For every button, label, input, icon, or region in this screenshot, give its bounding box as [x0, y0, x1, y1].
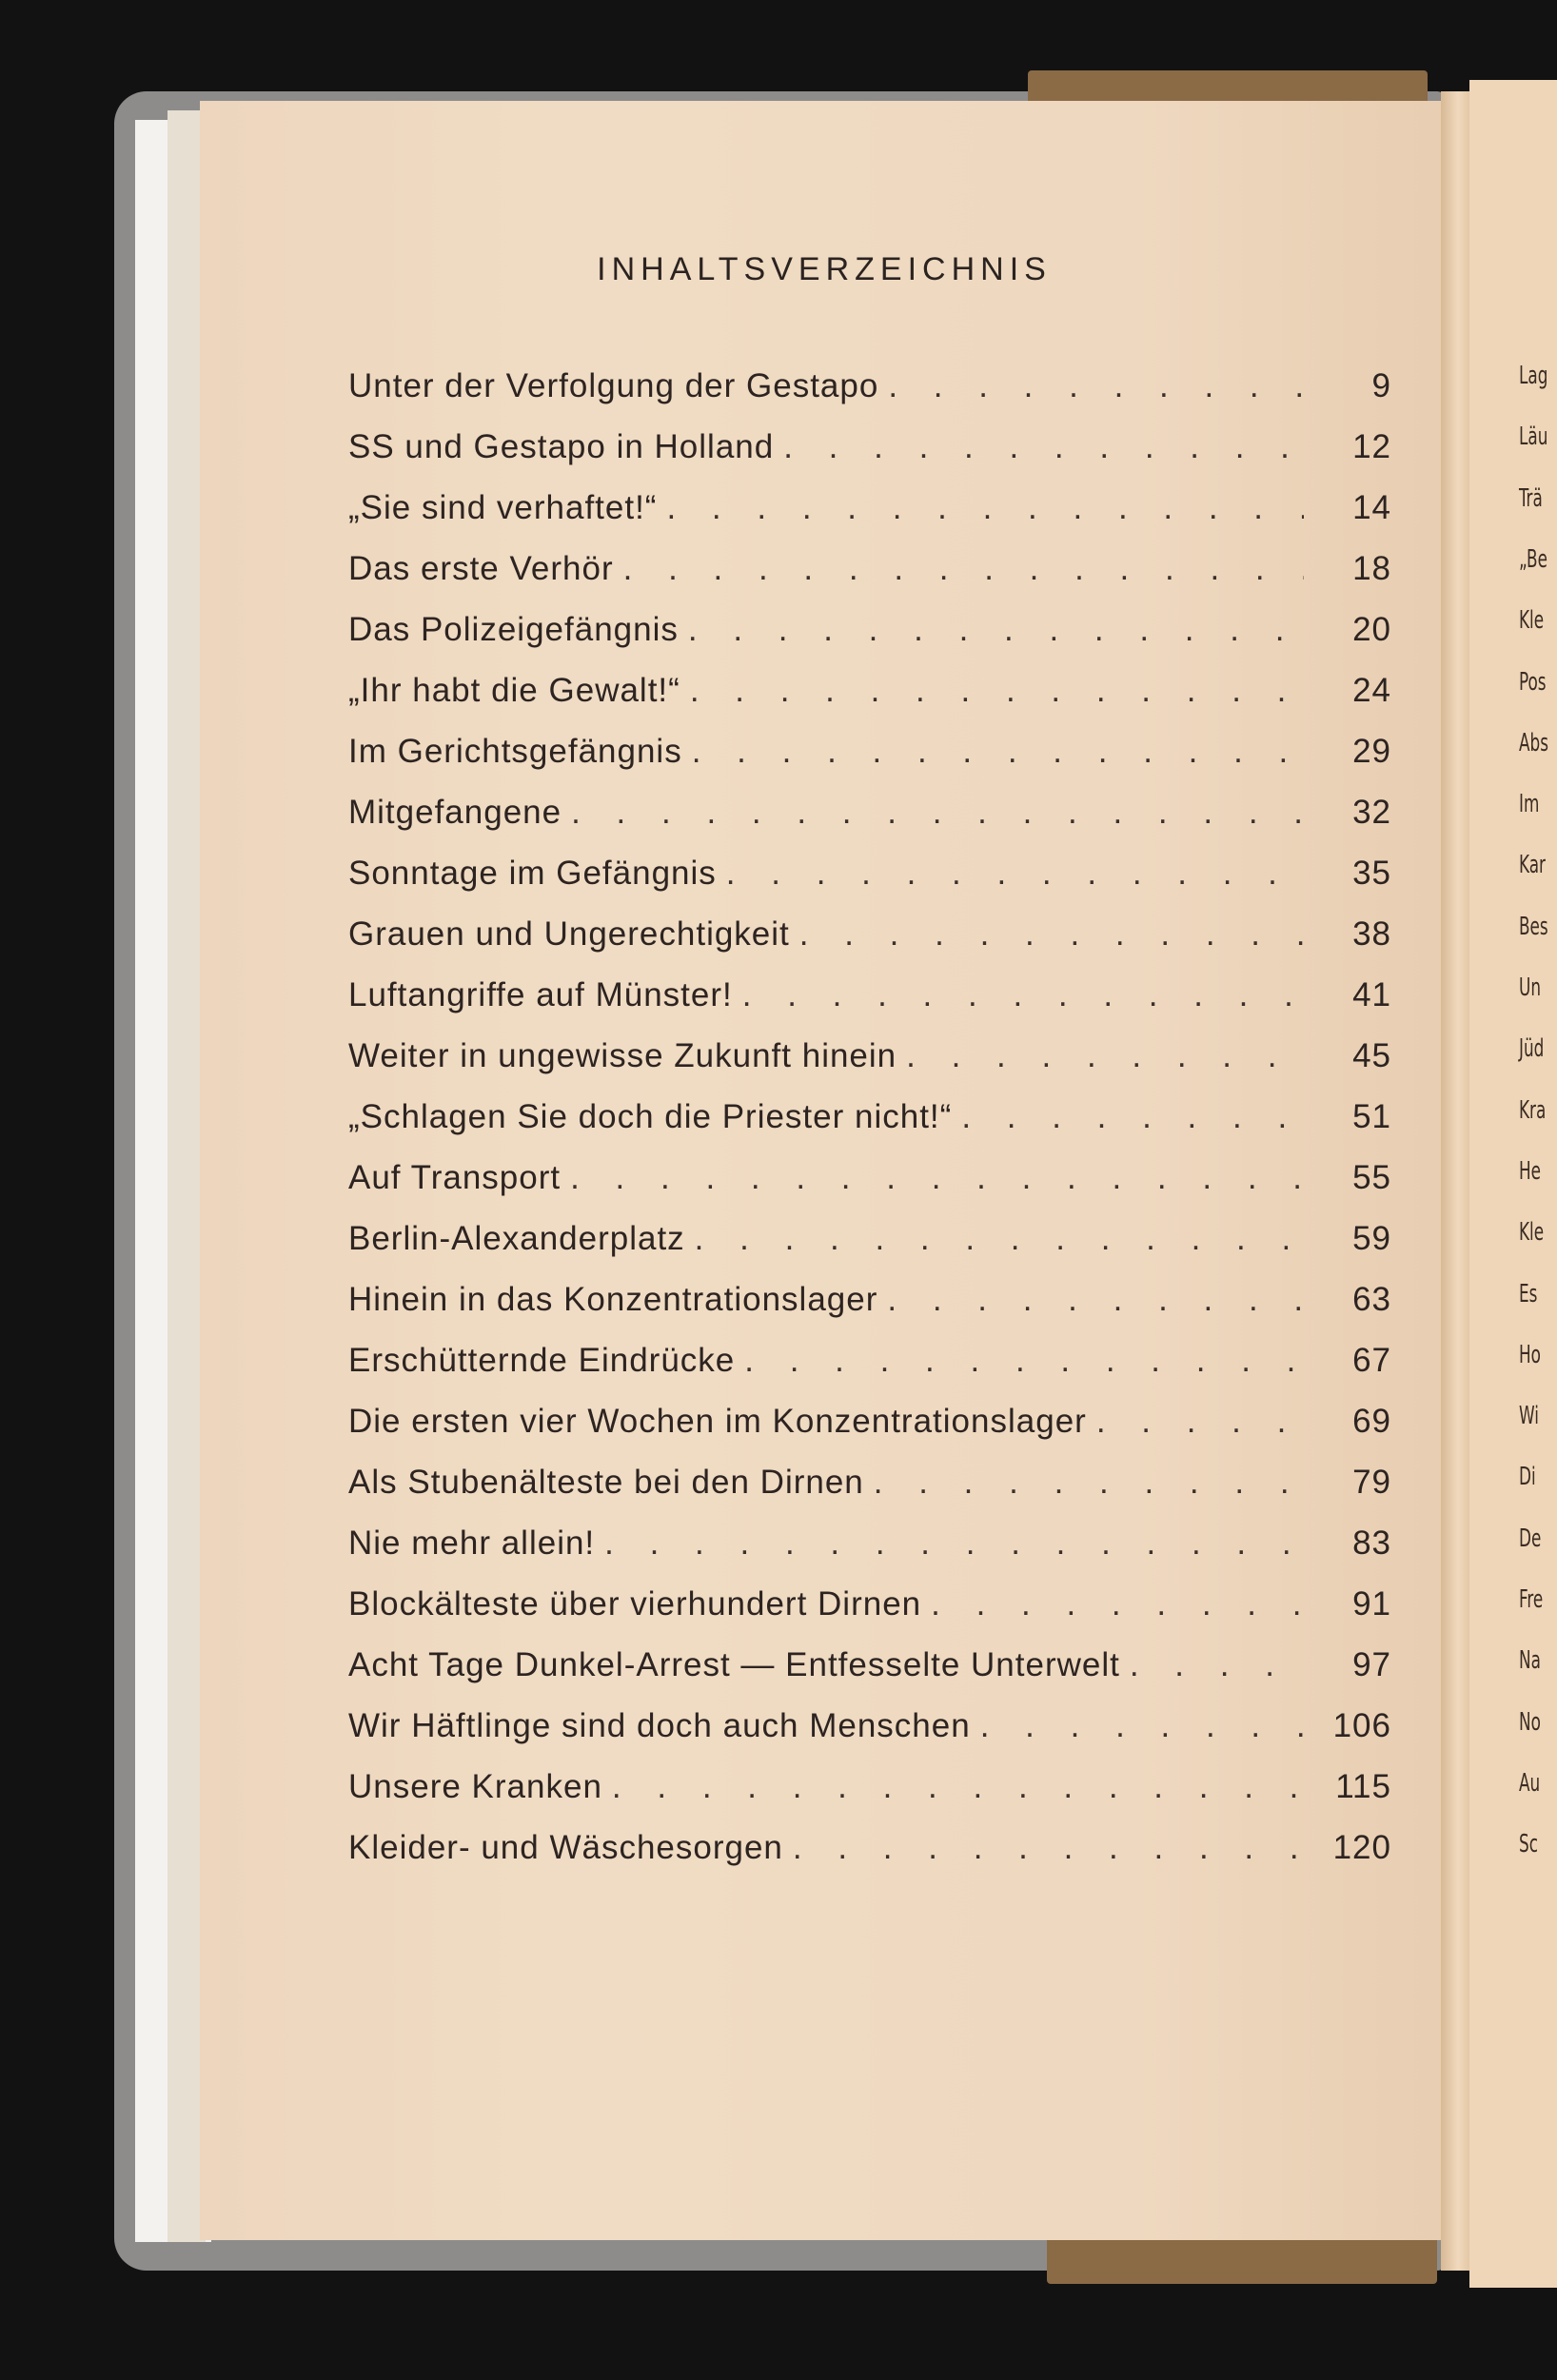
toc-entry	[348, 855, 1391, 915]
toc-entry-title: Als Stubenälteste bei den Dirnen	[348, 1464, 864, 1501]
toc-entry-title: Im Gerichtsgefängnis	[348, 733, 682, 770]
next-page-fragment: Wi	[1519, 1402, 1539, 1431]
spine-top	[1028, 70, 1428, 105]
toc-entry-title: Berlin-Alexanderplatz	[348, 1220, 685, 1257]
toc-entry-title: Nie mehr allein!	[348, 1524, 596, 1562]
toc-entry-page: 32	[1352, 794, 1391, 831]
toc-entry	[348, 794, 1391, 855]
toc-entry	[348, 915, 1391, 976]
next-page-fragment: Fre	[1519, 1585, 1544, 1614]
toc-entry	[348, 1768, 1391, 1829]
toc-leader-dots	[690, 672, 1304, 710]
toc-leader-dots	[888, 367, 1304, 405]
toc-entry-title: Kleider- und Wäschesorgen	[348, 1829, 783, 1866]
toc-entry-page: 38	[1352, 915, 1391, 953]
toc-leader-dots	[744, 1342, 1304, 1380]
toc-entry	[348, 1037, 1391, 1098]
toc-entry	[348, 1159, 1391, 1220]
toc-leader-dots	[688, 611, 1304, 649]
next-page-fragment: Es	[1519, 1279, 1538, 1308]
spine-bottom	[1047, 2236, 1437, 2284]
toc-leader-dots	[604, 1524, 1304, 1563]
toc-entry	[348, 1403, 1391, 1464]
next-page-fragment: Ho	[1519, 1340, 1541, 1369]
toc-entry	[348, 550, 1391, 611]
toc-entry-page: 63	[1352, 1281, 1391, 1318]
toc-entry-page: 12	[1352, 428, 1391, 465]
toc-entry	[348, 367, 1391, 428]
toc-entry-page: 69	[1352, 1403, 1391, 1440]
next-page-fragment: Kra	[1519, 1095, 1547, 1125]
toc-entry-page: 18	[1352, 550, 1391, 587]
toc-entry-page: 97	[1352, 1646, 1391, 1683]
toc-entry-page: 9	[1371, 367, 1391, 404]
toc-leader-dots	[783, 428, 1304, 466]
toc-leader-dots	[571, 794, 1304, 832]
toc-entry	[348, 1464, 1391, 1524]
toc-entry	[348, 1220, 1391, 1281]
toc-leader-dots	[742, 976, 1304, 1014]
toc-entry-page: 79	[1352, 1464, 1391, 1501]
toc-leader-dots	[1096, 1403, 1304, 1441]
toc-entry-page: 55	[1352, 1159, 1391, 1196]
next-page-edge	[1469, 80, 1557, 2288]
toc-leader-dots	[623, 550, 1304, 588]
toc-entry-page: 120	[1332, 1829, 1391, 1866]
toc-entry-title: Acht Tage Dunkel-Arrest — Entfesselte Unterwelt	[348, 1646, 1120, 1683]
next-page-fragment: Un	[1519, 974, 1542, 1002]
toc-entry-page: 35	[1352, 855, 1391, 892]
toc-entry-title: Das Polizeigefängnis	[348, 611, 679, 648]
toc-leader-dots	[980, 1707, 1304, 1745]
next-page-fragment: Trä	[1519, 483, 1543, 513]
next-page-fragment: Kle	[1519, 1218, 1545, 1248]
toc-leader-dots	[799, 915, 1304, 954]
toc-leader-dots	[1130, 1646, 1304, 1684]
toc-entry-page: 115	[1335, 1768, 1391, 1805]
next-page-fragment: No	[1519, 1707, 1541, 1737]
toc-entry	[348, 976, 1391, 1037]
toc-entry	[348, 733, 1391, 794]
next-page-fragment: Pos	[1519, 667, 1547, 697]
toc-entry-title: Unter der Verfolgung der Gestapo	[348, 367, 879, 404]
toc-entry	[348, 1281, 1391, 1342]
toc-leader-dots	[726, 855, 1304, 893]
toc-entry	[348, 1342, 1391, 1403]
toc-entry-title: Die ersten vier Wochen im Konzentrationslager	[348, 1403, 1087, 1440]
toc-leader-dots	[666, 489, 1304, 527]
next-page-fragment: Di	[1519, 1463, 1536, 1492]
toc-entry-title: „Schlagen Sie doch die Priester nicht!“	[348, 1098, 953, 1135]
toc-entry	[348, 1585, 1391, 1646]
toc-entry-title: Weiter in ungewisse Zukunft hinein	[348, 1037, 897, 1074]
next-page-fragment: Kle	[1519, 606, 1545, 636]
next-page-fragment: He	[1519, 1156, 1542, 1186]
next-page-fragment: Au	[1519, 1768, 1541, 1798]
toc-leader-dots	[793, 1829, 1304, 1867]
toc-entry-page: 41	[1352, 976, 1391, 1013]
toc-entry-title: Grauen und Ungerechtigkeit	[348, 915, 790, 953]
toc-entry	[348, 672, 1391, 733]
next-page-fragment: Jüd	[1519, 1034, 1545, 1064]
next-page-fragment: Abs	[1519, 728, 1548, 757]
toc-entry-page: 45	[1352, 1037, 1391, 1074]
toc-entry	[348, 489, 1391, 550]
toc-entry-title: Unsere Kranken	[348, 1768, 602, 1805]
toc-leader-dots	[887, 1281, 1304, 1319]
toc-entry-title: SS und Gestapo in Holland	[348, 428, 775, 465]
toc-entry-page: 106	[1332, 1707, 1391, 1744]
next-page-fragment: Bes	[1519, 912, 1548, 941]
toc-leader-dots	[931, 1585, 1304, 1623]
toc-entry	[348, 611, 1391, 672]
next-page-fragment: Lag	[1519, 362, 1548, 390]
toc-entry-page: 59	[1352, 1220, 1391, 1257]
next-page-fragment: Kar	[1519, 851, 1546, 880]
next-page-fragment: Läu	[1519, 423, 1548, 452]
toc-entry-page: 20	[1352, 611, 1391, 648]
next-page-fragment: Im	[1519, 790, 1540, 819]
toc-heading: INHALTSVERZEICHNIS	[597, 251, 1052, 287]
toc-entry-title: Das erste Verhör	[348, 550, 614, 587]
toc-entry-page: 24	[1352, 672, 1391, 709]
toc-entry-title: Blockälteste über vierhundert Dirnen	[348, 1585, 922, 1623]
toc-entry	[348, 1646, 1391, 1707]
toc-leader-dots	[906, 1037, 1304, 1075]
table-of-contents	[348, 367, 1391, 1890]
toc-entry-title: Mitgefangene	[348, 794, 562, 831]
toc-leader-dots	[961, 1098, 1304, 1136]
toc-entry-page: 83	[1352, 1524, 1391, 1562]
toc-entry-page: 29	[1352, 733, 1391, 770]
toc-entry-page: 14	[1352, 489, 1391, 526]
toc-leader-dots	[874, 1464, 1304, 1502]
next-page-fragment: Sc	[1519, 1830, 1538, 1859]
toc-leader-dots	[695, 1220, 1304, 1258]
toc-entry	[348, 428, 1391, 489]
toc-entry-title: „Ihr habt die Gewalt!“	[348, 672, 680, 709]
next-page-fragment: Na	[1519, 1646, 1541, 1676]
toc-entry-title: Wir Häftlinge sind doch auch Menschen	[348, 1707, 971, 1744]
toc-entry-title: Erschütternde Eindrücke	[348, 1342, 736, 1379]
toc-entry-title: Luftangriffe auf Münster!	[348, 976, 733, 1013]
toc-entry-page: 91	[1352, 1585, 1391, 1623]
toc-entry-title: Sonntage im Gefängnis	[348, 855, 717, 892]
book-gutter	[1441, 91, 1469, 2271]
toc-entry-page: 51	[1352, 1098, 1391, 1135]
toc-leader-dots	[692, 733, 1304, 771]
toc-entry	[348, 1524, 1391, 1585]
toc-entry	[348, 1098, 1391, 1159]
toc-leader-dots	[612, 1768, 1304, 1806]
toc-entry	[348, 1829, 1391, 1890]
toc-entry-title: „Sie sind verhaftet!“	[348, 489, 658, 526]
toc-entry	[348, 1707, 1391, 1768]
toc-entry-title: Hinein in das Konzentrationslager	[348, 1281, 878, 1318]
toc-entry-page: 67	[1352, 1342, 1391, 1379]
next-page-fragment: De	[1519, 1524, 1542, 1553]
toc-leader-dots	[570, 1159, 1304, 1197]
toc-entry-title: Auf Transport	[348, 1159, 562, 1196]
next-page-fragment: „Be	[1519, 544, 1547, 574]
